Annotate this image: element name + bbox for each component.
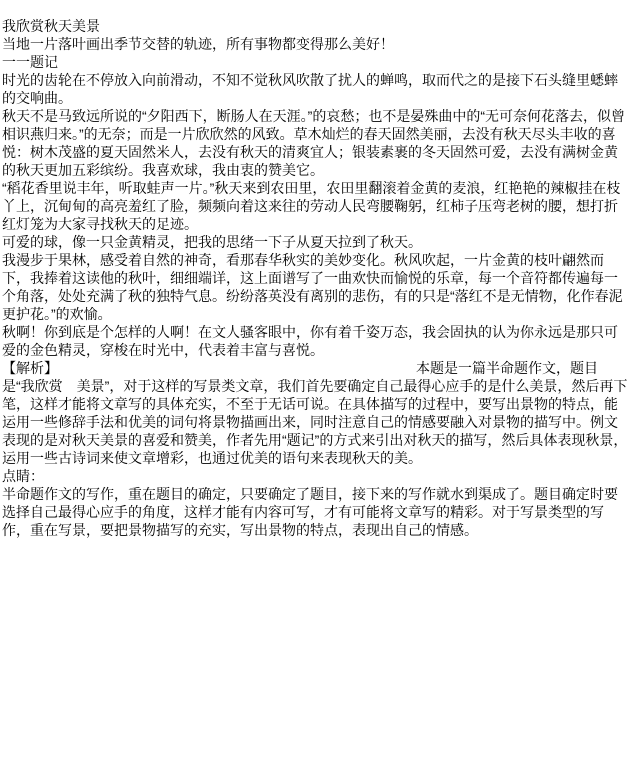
analysis-body-text: 本题是一篇半命题作文，题目是“我欣赏 美景”，对于这样的写景类文章，我们首先要确定自己最得心应手的是什么美景，然后再下笔，这样才能将文章写的具体充实，不至于无话可说。在具体描写的过程中，要写出景物的特点，能运用一些修辞手法和优美的词句将景物描画出来，同时注意自己的情感要融入对景物的描写中。例文表现的是对秋天美景的喜爱和赞美，作者先用“题记”的方式来引出对秋天的描写，然后具体表现秋景，运用一些古诗词来使文章增彩，也通过优美的语句来表现秋天的美。: [2, 360, 628, 466]
essay-paragraph-5: 我漫步于果林，感受着自然的神奇，看那春华秋实的美妙变化。秋风吹起，一片金黄的枝叶翩然而下，我捧着这读他的秋叶，细细端详，这上面谱写了一曲欢快而愉悦的乐章，每一个音符都传遍每一个角落，处处充满了秋的独特气息。纷纷落英没有离别的悲伤，有的只是“落红不是无情物，化作春泥更护花。”的欢愉。: [2, 252, 623, 322]
essay-paragraph-2: 秋天不是马致远所说的“夕阳西下，断肠人在天涯。”的哀愁；也不是晏殊曲中的“无可奈何花落去，似曾相识燕归来。”的无奈；而是一片欣欣然的风致。草木灿烂的春天固然美丽，去没有秋天尽头丰收的喜悦：树木茂盛的夏天固然米人，去没有秋天的清爽宜人；银装素裹的冬天固然可爱，去没有满树金黄的秋天更加五彩缤纷。我喜欢球，我由衷的赞美它。: [2, 108, 625, 178]
essay-paragraph-1: 时光的齿轮在不停放入向前滑动，不知不觉秋风吹散了扰人的蝉鸣，取而代之的是接下石头缝里蟋蟀的交响曲。: [2, 72, 618, 106]
essay-paragraph-6: 秋啊！你到底是个怎样的人啊！在文人骚客眼中，你有着千姿万态，我会固执的认为你永远是那只可爱的金色精灵，穿梭在时光中，代表着丰富与喜悦。: [2, 324, 618, 358]
essay-epigraph: 当地一片落叶画出季节交替的轨迹，所有事物都变得那么美好！: [2, 36, 394, 52]
epigraph-attribution: 一一题记: [2, 54, 58, 70]
analysis-gap-spacer: [58, 372, 416, 373]
comment-body-text: 半命题作文的写作，重在题目的确定，只要确定了题目，接下来的写作就水到渠成了。题目确定时要选择自己最得心应手的角度，这样才能有内容可写，才有可能将文章写的精彩。对于写景类型的写作，重在写景，要把景物描写的充实，写出景物的特点，表现出自己的情感。: [2, 486, 618, 538]
essay-paragraph-4: 可爱的球，像一只金黄精灵，把我的思绪一下子从夏天拉到了秋天。: [2, 234, 422, 250]
analysis-section-label: 【解析】: [2, 360, 58, 376]
comment-section-label: 点睛：: [2, 468, 44, 484]
analysis-paragraph: [2, 359, 628, 467]
essay-title: 我欣赏秋天美景: [2, 18, 100, 34]
essay-paragraph-3: “稻花香里说丰年，听取蛙声一片。”秋天来到农田里，农田里翻滚着金黄的麦浪，红艳艳的辣椒挂在枝丫上，沉甸甸的高亮羞红了脸，频频向着这来往的劳动人民弯腰鞠躬，红柿子压弯老树的腰，想打折红灯笼为大家寻找秋天的足迹。: [2, 180, 621, 232]
